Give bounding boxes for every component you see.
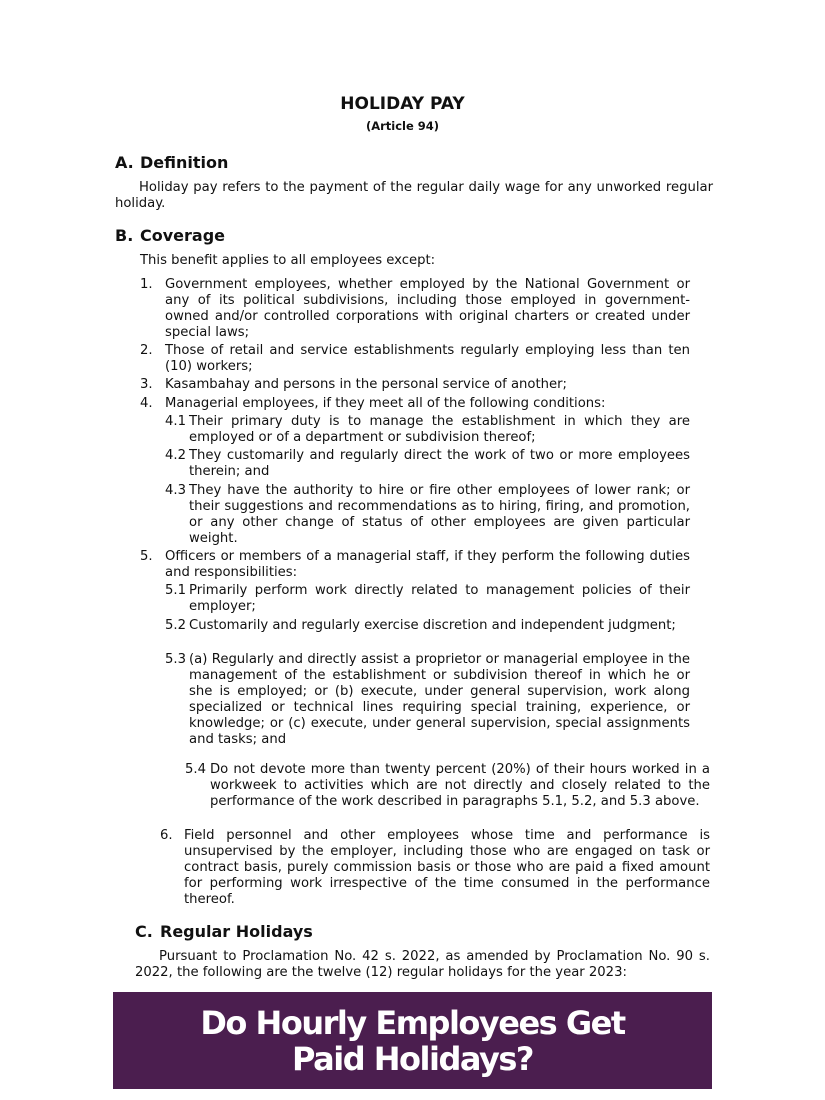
sub-list-item [165, 448, 690, 480]
sub-list-item [165, 483, 690, 547]
list-item-number: 2. [140, 343, 153, 358]
section-c-letter: C. [135, 922, 153, 941]
list-item-number: 4. [140, 396, 153, 411]
list-item-text: Managerial employees, if they meet all of the following conditions: [165, 396, 606, 411]
list-item-number: 5.4 [185, 762, 206, 777]
list-item [140, 377, 690, 393]
section-b-letter: B. [115, 226, 134, 245]
section-c-heading [135, 924, 313, 940]
list-item [140, 343, 690, 375]
list-item-text: Customarily and regularly exercise discretion and independent judgment; [189, 618, 676, 633]
sub-list-item [165, 618, 690, 634]
section-c-title: Regular Holidays [160, 922, 313, 941]
list-item [140, 277, 690, 341]
list-item-text: Kasambahay and persons in the personal service of another; [165, 377, 567, 392]
list-item [160, 828, 710, 908]
section-a-heading [115, 155, 228, 171]
list-item-text: Do not devote more than twenty percent (20%) of their hours worked in a workweek to activities which are not directly and closely related to the performance of the work described in paragraphs 5.1, 5.2, and 5.3 above. [210, 762, 710, 809]
section-a-letter: A. [115, 153, 134, 172]
list-item-text: They customarily and regularly direct the work of two or more employees therein; and [189, 448, 690, 479]
list-item-number: 5.1 [165, 583, 186, 598]
list-item-number: 4.1 [165, 414, 186, 429]
list-item [140, 396, 690, 412]
banner-text: Do Hourly Employees Get Paid Holidays? [200, 1003, 625, 1078]
page-subtitle: (Article 94) [365, 119, 440, 133]
section-b-title: Coverage [140, 226, 226, 245]
list-item-text: (a) Regularly and directly assist a proprietor or managerial employee in the management of the establishment or subdivision thereof in which he or she is employed; or (b) execute, under general supervision, work along specialized or technical lines requiring special training, experience, or knowledge; or (c) execute, under general supervision, special assignments and tasks; and [189, 652, 690, 747]
sub-list-item [165, 583, 690, 615]
list-item [140, 549, 690, 581]
definition-paragraph: Holiday pay refers to the payment of the regular daily wage for any unworked regular holiday. [115, 180, 713, 211]
regular-holidays-paragraph: Pursuant to Proclamation No. 42 s. 2022, as amended by Proclamation No. 90 s. 2022, the following are the twelve (12) regular holidays for the year 2023: [135, 949, 710, 980]
list-item-number: 6. [160, 828, 173, 843]
list-item-number: 3. [140, 377, 153, 392]
list-item-number: 1. [140, 277, 153, 292]
section-b-heading [115, 228, 225, 244]
sub-list-item [185, 762, 710, 810]
section-a-title: Definition [140, 153, 229, 172]
list-item-text: Those of retail and service establishments regularly employing less than ten (10) workers; [165, 343, 690, 374]
sub-list-item [165, 652, 690, 748]
title-banner [113, 992, 712, 1089]
list-item-text: Officers or members of a managerial staff, if they perform the following duties and responsibilities: [165, 549, 690, 580]
coverage-intro: This benefit applies to all employees except: [140, 253, 436, 268]
list-item-number: 5. [140, 549, 153, 564]
sub-list-item [165, 414, 690, 446]
list-item-text: They have the authority to hire or fire other employees of lower rank; or their suggestions and recommendations as to hiring, firing, and promotion, or any other change of status of other employees are given particular weight. [189, 483, 690, 546]
page-title: HOLIDAY PAY [340, 94, 465, 114]
list-item-number: 4.2 [165, 448, 186, 463]
list-item-text: Primarily perform work directly related to management policies of their employer; [189, 583, 690, 614]
list-item-text: Their primary duty is to manage the establishment in which they are employed or of a department or subdivision thereof; [189, 414, 690, 445]
list-item-number: 4.3 [165, 483, 186, 498]
list-item-text: Government employees, whether employed by the National Government or any of its political subdivisions, including those employed in government-owned and/or controlled corporations with original charters or created under special laws; [165, 277, 690, 340]
list-item-number: 5.3 [165, 652, 186, 667]
list-item-number: 5.2 [165, 618, 186, 633]
list-item-text: Field personnel and other employees whose time and performance is unsupervised by the employer, including those who are engaged on task or contract basis, purely commission basis or those who are paid a fixed amount for performing work irrespective of the time consumed in the performance thereof. [184, 828, 710, 907]
